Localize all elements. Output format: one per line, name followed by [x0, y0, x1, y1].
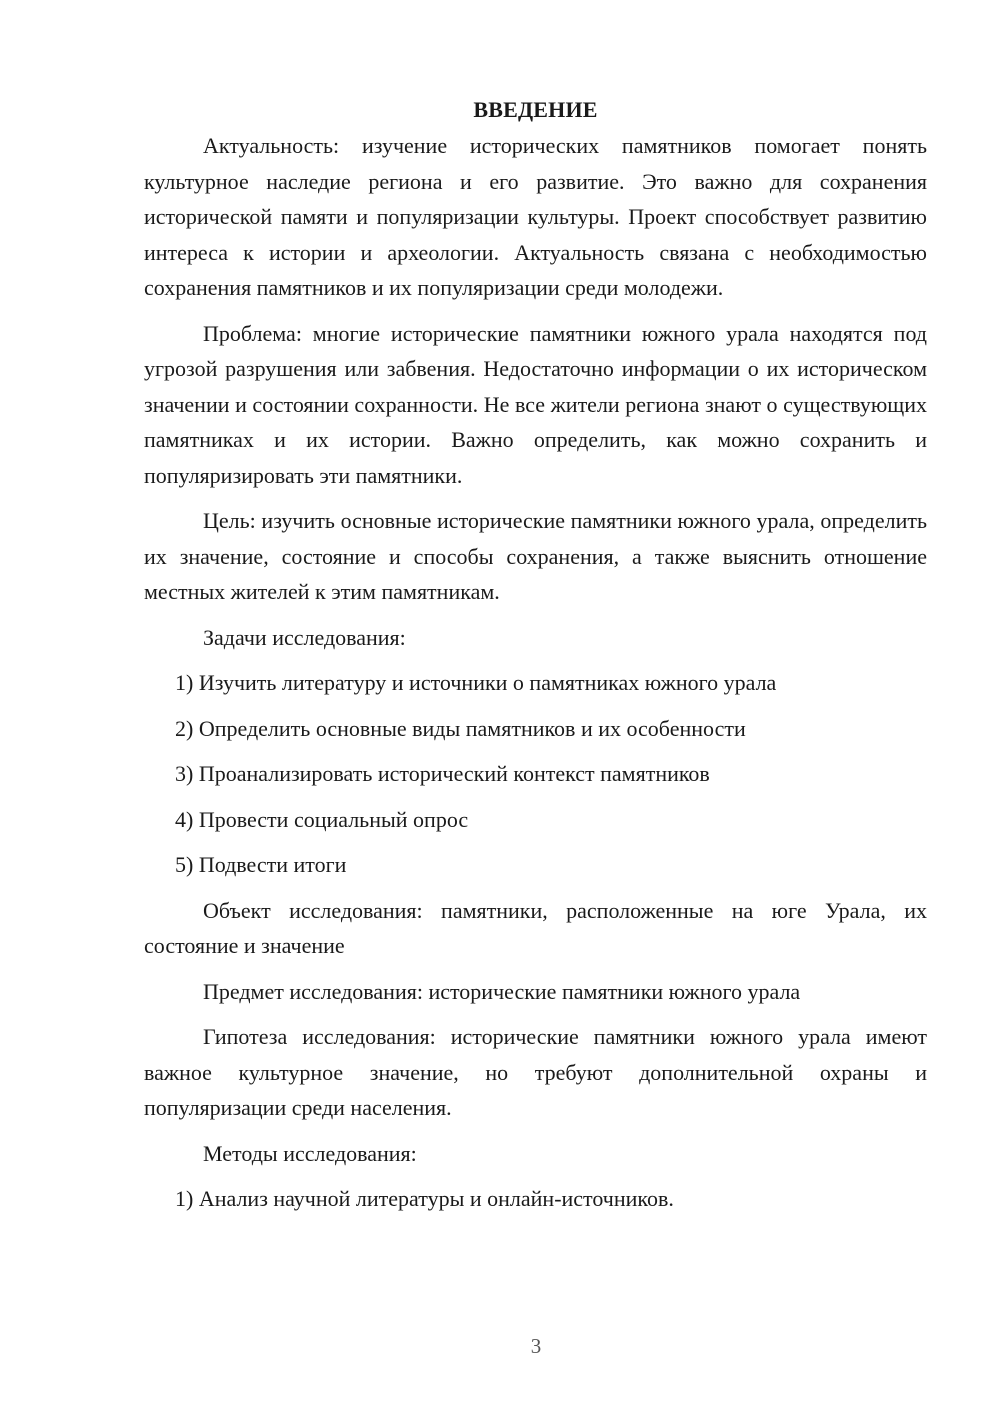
- object-paragraph: Объект исследования: памятники, расположенные на юге Урала, их состояние и значение: [144, 897, 927, 958]
- page-content: [144, 92, 927, 1227]
- problem-paragraph: Проблема: многие исторические памятники южного урала находятся под угрозой разрушения или забвения. Недостаточно информации о их историческом значении и состоянии сохранности. Не все жители региона знают о существующих памятниках и их истории. Важно определить, как можно сохранить и популяризировать эти памятники.: [144, 320, 927, 488]
- task-item-5: 5) Подвести итоги: [175, 852, 347, 877]
- subject-paragraph: Предмет исследования: исторические памятники южного урала: [203, 978, 801, 1004]
- task-item-2: 2) Определить основные виды памятников и их особенности: [175, 715, 746, 741]
- hypothesis-paragraph: Гипотеза исследования: исторические памятники южного урала имеют важное культурное значение, но требуют дополнительной охраны и популяризации среди населения.: [144, 1024, 927, 1120]
- page-title: ВВЕДЕНИЕ: [473, 97, 598, 122]
- page-number: 3: [530, 1334, 542, 1358]
- task-item-3: 3) Проанализировать исторический контекст памятников: [175, 761, 710, 786]
- relevance-paragraph: Актуальность: изучение исторических памятников помогает понять культурное наследие региона и его развитие. Это важно для сохранения исторической памяти и популяризации культуры. Проект способствует развитию интереса к истории и археологии. Актуальность связана с необходимостью сохранения памятников и их популяризации среди молодежи.: [144, 133, 927, 300]
- methods-heading: Методы исследования:: [203, 1140, 417, 1166]
- method-item-1: 1) Анализ научной литературы и онлайн-источников.: [175, 1186, 674, 1211]
- goal-paragraph: Цель: изучить основные исторические памятники южного урала, определить их значение, состояние и способы сохранения, а также выяснить отношение местных жителей к этим памятникам.: [144, 508, 927, 604]
- task-item-1: 1) Изучить литературу и источники о памятниках южного урала: [175, 670, 777, 695]
- tasks-heading: Задачи исследования:: [203, 624, 406, 650]
- task-item-4: 4) Провести социальный опрос: [175, 806, 469, 832]
